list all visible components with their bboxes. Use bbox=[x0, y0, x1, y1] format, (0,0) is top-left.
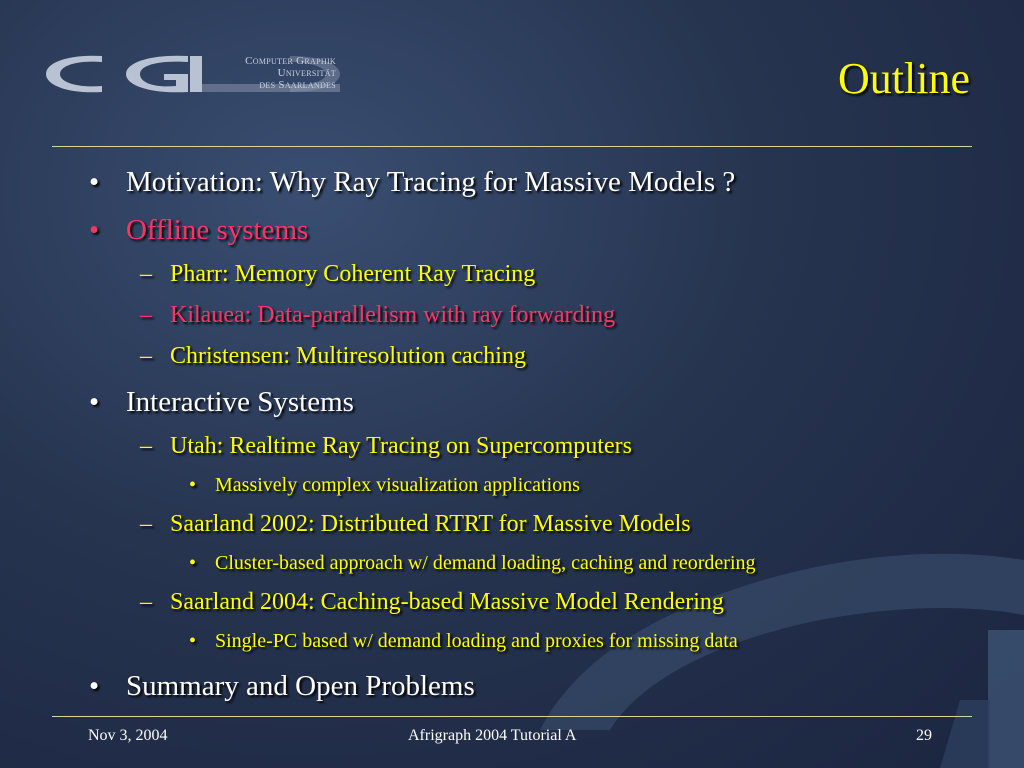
subitem-text: Saarland 2004: Caching-based Massive Model Rendering bbox=[170, 589, 724, 615]
bullet-interactive-systems bbox=[89, 385, 354, 419]
subitem-christensen bbox=[140, 342, 526, 370]
subitem-text: Utah: Realtime Ray Tracing on Supercomputers bbox=[170, 433, 632, 459]
bullet-dot: • bbox=[89, 386, 100, 418]
bullet-dash: – bbox=[140, 343, 152, 369]
bullet-offline-systems bbox=[89, 213, 309, 247]
subsubitem-cluster bbox=[189, 551, 756, 575]
bottom-divider bbox=[52, 716, 972, 717]
bullet-dash: – bbox=[140, 302, 152, 328]
logo-line-1: Computer Graphik bbox=[245, 55, 336, 67]
subsubitem-text: Massively complex visualization applications bbox=[215, 474, 580, 496]
bullet-dot: • bbox=[189, 474, 197, 496]
bullet-dot: • bbox=[89, 166, 100, 198]
bullet-dot: • bbox=[89, 214, 100, 246]
subitem-pharr bbox=[140, 260, 536, 288]
subitem-saarland-2004 bbox=[140, 588, 724, 616]
bullet-dot: • bbox=[189, 630, 197, 652]
subitem-saarland-2002 bbox=[140, 510, 691, 538]
subitem-text: Christensen: Multiresolution caching bbox=[170, 343, 526, 369]
bullet-text: Motivation: Why Ray Tracing for Massive Models ? bbox=[126, 166, 736, 198]
footer-date: Nov 3, 2004 bbox=[88, 727, 168, 744]
logo-line-3: des Saarlandes bbox=[259, 79, 336, 91]
subitem-text: Saarland 2002: Distributed RTRT for Massive Models bbox=[170, 511, 691, 537]
subitem-text: Kilauea: Data-parallelism with ray forwarding bbox=[170, 302, 616, 328]
bullet-summary bbox=[89, 669, 475, 703]
bullet-dot: • bbox=[89, 670, 100, 702]
subitem-text: Pharr: Memory Coherent Ray Tracing bbox=[170, 261, 536, 287]
bullet-dash: – bbox=[140, 433, 152, 459]
subsubitem-single-pc bbox=[189, 629, 738, 653]
slide-title: Outline bbox=[838, 54, 970, 103]
bullet-text: Interactive Systems bbox=[126, 386, 354, 418]
bullet-text: Summary and Open Problems bbox=[126, 670, 475, 702]
subsubitem-text: Single-PC based w/ demand loading and proxies for missing data bbox=[215, 630, 738, 652]
subitem-kilauea bbox=[140, 301, 616, 329]
bullet-dot: • bbox=[189, 552, 197, 574]
bullet-dash: – bbox=[140, 261, 152, 287]
bullet-dash: – bbox=[140, 511, 152, 537]
footer-event: Afrigraph 2004 Tutorial A bbox=[408, 727, 577, 744]
subitem-utah bbox=[140, 432, 632, 460]
subsubitem-massively bbox=[189, 473, 580, 497]
bullet-dash: – bbox=[140, 589, 152, 615]
bullet-text: Offline systems bbox=[126, 214, 309, 246]
footer-page-number: 29 bbox=[916, 727, 932, 744]
subsubitem-text: Cluster-based approach w/ demand loading, caching and reordering bbox=[215, 552, 756, 574]
logo-line-2: Universität bbox=[277, 67, 336, 79]
bullet-motivation bbox=[89, 165, 736, 199]
